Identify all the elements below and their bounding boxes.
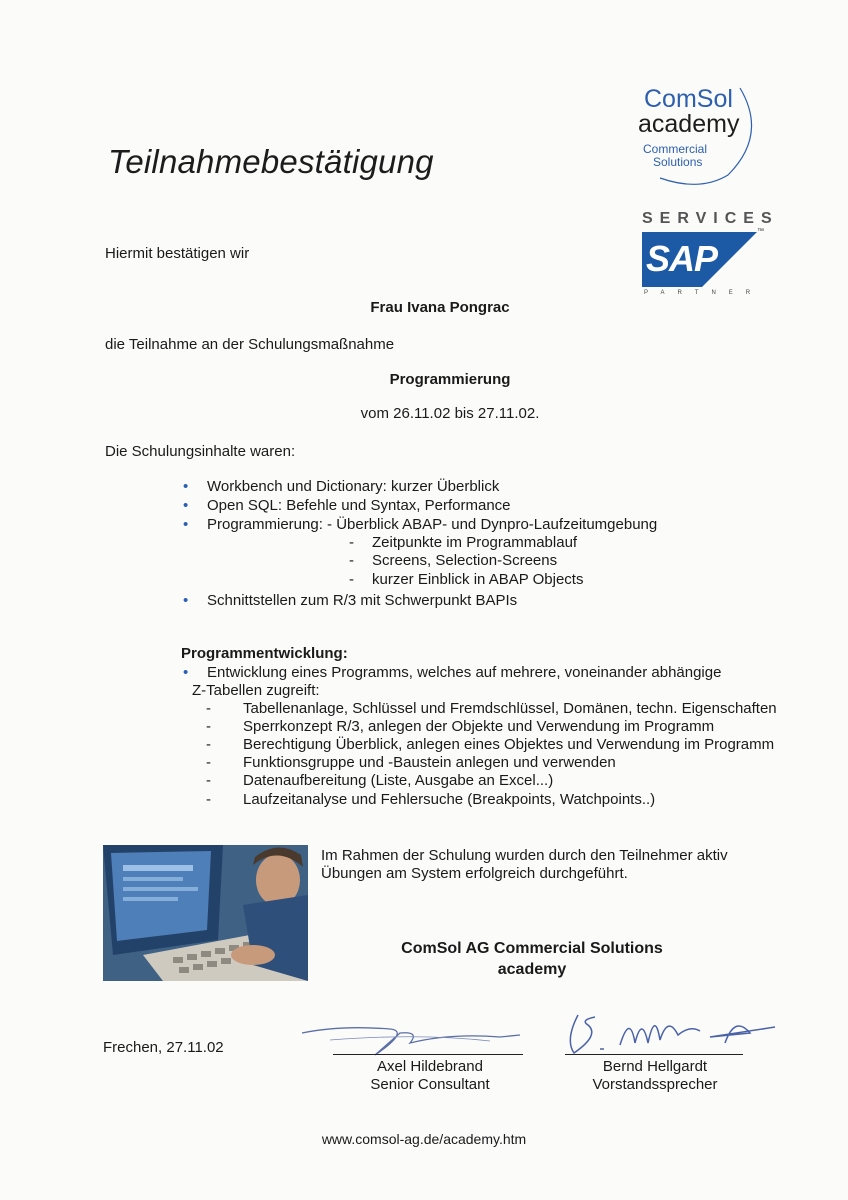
list-item: Laufzeitanalyse und Fehlersuche (Breakpoints, Watchpoints..) — [243, 791, 656, 808]
training-photo — [103, 845, 308, 981]
signature-line — [333, 1054, 523, 1055]
list-item: Workbench und Dictionary: kurzer Überblick — [207, 478, 500, 495]
sap-tm-mark: ™ — [757, 228, 764, 235]
signature-line — [565, 1054, 743, 1055]
list-subitem: kurzer Einblick in ABAP Objects — [372, 571, 584, 588]
dev-intro-line: Entwicklung eines Programms, welches auf mehrere, voneinander abhängige — [207, 664, 722, 681]
comsol-logo-word: ComSol — [644, 85, 733, 113]
sap-mark-text: SAP — [646, 238, 718, 279]
sap-services-text: SERVICES — [642, 210, 779, 227]
website-link[interactable]: www.comsol-ag.de/academy.htm — [321, 1131, 527, 1147]
list-subitem: Screens, Selection-Screens — [372, 552, 558, 569]
company-academy: academy — [497, 961, 567, 978]
exercise-text-line: Im Rahmen der Schulung wurden durch den Teilnehmer aktiv — [321, 847, 728, 864]
contents-heading: Die Schulungsinhalte waren: — [105, 443, 296, 460]
dash-icon: - — [349, 534, 354, 551]
page-title: Teilnahmebestätigung — [108, 143, 434, 180]
list-item: Berechtigung Überblick, anlegen eines Objektes und Verwendung im Programm — [243, 736, 775, 753]
list-item: Tabellenanlage, Schlüssel und Fremdschlüssel, Domänen, techn. Eigenschaften — [243, 700, 777, 717]
sap-partner-text: PARTNER — [644, 290, 764, 296]
list-item: Programmierung: - Überblick ABAP- und Dynpro-Laufzeitumgebung — [207, 516, 658, 533]
intro-text: Hiermit bestätigen wir — [105, 245, 250, 262]
dash-icon: - — [206, 772, 211, 789]
dash-icon: - — [349, 571, 354, 588]
participation-text: die Teilnahme an der Schulungsmaßnahme — [105, 336, 395, 353]
dev-intro-line: Z-Tabellen zugreift: — [192, 682, 320, 699]
signer-name: Bernd Hellgardt — [602, 1058, 708, 1075]
signer-role: Senior Consultant — [370, 1076, 490, 1093]
bullet-icon: • — [183, 592, 189, 609]
bullet-icon: • — [183, 516, 189, 533]
place-date: Frechen, 27.11.02 — [103, 1039, 224, 1056]
course-name: Programmierung — [389, 371, 511, 388]
bullet-icon: • — [183, 664, 189, 681]
list-item: Funktionsgruppe und -Baustein anlegen und verwenden — [243, 754, 616, 771]
company-name: ComSol AG Commercial Solutions — [401, 940, 663, 957]
signature-hellgardt — [560, 1005, 780, 1065]
dash-icon: - — [206, 700, 211, 717]
list-item: Sperrkonzept R/3, anlegen der Objekte und Verwendung im Programm — [243, 718, 715, 735]
dash-icon: - — [349, 552, 354, 569]
list-item: Datenaufbereitung (Liste, Ausgabe an Excel...) — [243, 772, 554, 789]
computer-user-image — [103, 845, 308, 981]
list-item: Open SQL: Befehle und Syntax, Performance — [207, 497, 511, 514]
dev-heading: Programmentwicklung: — [181, 645, 348, 662]
comsol-academy-logo — [600, 80, 765, 190]
exercise-text-line: Übungen am System erfolgreich durchgeführt. — [321, 865, 628, 882]
list-subitem: Zeitpunkte im Programmablauf — [372, 534, 578, 551]
signer-role: Vorstandssprecher — [592, 1076, 718, 1093]
dash-icon: - — [206, 718, 211, 735]
signer-name: Axel Hildebrand — [377, 1058, 483, 1075]
list-item: Schnittstellen zum R/3 mit Schwerpunkt BAPIs — [207, 592, 518, 609]
solutions-logo-word: Solutions — [653, 155, 703, 169]
academy-logo-word: academy — [638, 110, 740, 138]
commercial-logo-word: Commercial — [643, 142, 708, 156]
bullet-icon: • — [183, 478, 189, 495]
sap-services-partner-logo — [640, 210, 779, 310]
bullet-icon: • — [183, 497, 189, 514]
dash-icon: - — [206, 791, 211, 808]
date-range: vom 26.11.02 bis 27.11.02. — [360, 405, 540, 422]
dash-icon: - — [206, 736, 211, 753]
participant-name: Frau Ivana Pongrac — [370, 299, 510, 316]
dash-icon: - — [206, 754, 211, 771]
